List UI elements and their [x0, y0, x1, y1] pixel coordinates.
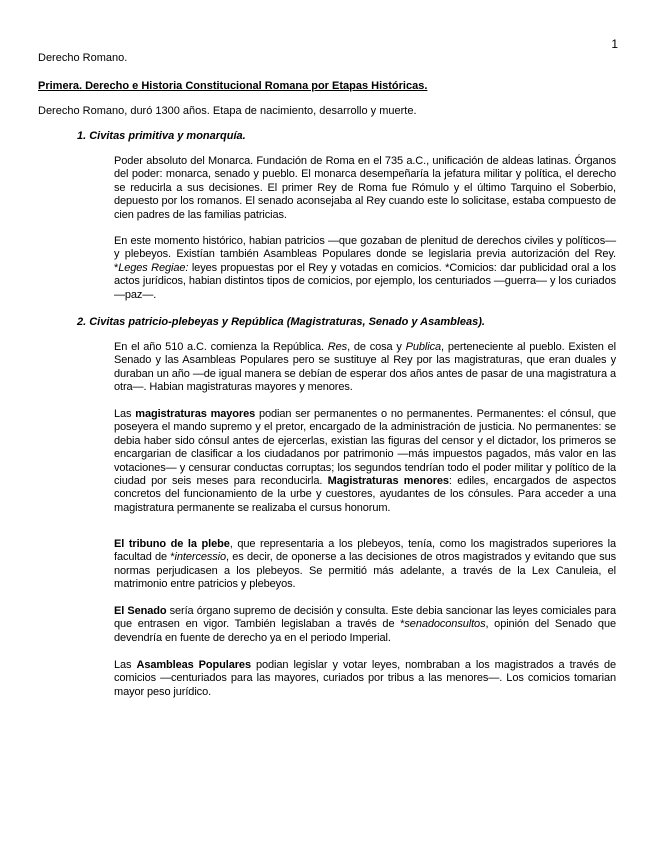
page-number: 1 [611, 37, 618, 51]
intro-paragraph: Derecho Romano, duró 1300 años. Etapa de nacimiento, desarrollo y muerte. [38, 105, 417, 117]
paragraph-monarchy-power: Poder absoluto del Monarca. Fundación de Roma en el 735 a.C., unificación de aldeas latinas. Órganos del poder: monarca, senado y pueblo. El monarca desempeñaría la jefatura militar y política, el derecho se reducirla a sus decisiones. El primer Rey de Roma fue Rómulo y el último Tarquino el Soberbio, depuesto por los romanos. El senado aconsejaba al Rey cuando este lo solicitase, estaba compuesto de cien padres de las familias patricias. [114, 155, 616, 221]
section-heading: Primera. Derecho e Historia Constitucional Romana por Etapas Históricas. [38, 80, 428, 92]
leges-regiae-term: Leges Regiae: [118, 261, 189, 274]
paragraph-senado: El Senado sería órgano supremo de decisión y consulta. Este debia sancionar las leyes comiciales para que entrasen en vigor. También legislaban a través de *senadoconsultos, opinión del Senado que devendría en fuente de derecho ya en el periodo Imperial. [114, 605, 617, 644]
paragraph-patricians: En este momento histórico, habian patricios —que gozaban de plenitud de derechos civiles y políticos— y plebeyos. Existían también Asambleas Populares donde se legislaria previa autorización del Rey. *Leges Regiae: leyes propuestas por el Rey y votadas en comicios. *Comicios: dar publicidad oral a los actos jurídicos, habian distintos tipos de comicios, por ejemplo, los centuriados —guerra— y los curiados —paz—. [114, 235, 616, 301]
paragraph-republic: En el año 510 a.C. comienza la República. Res, de cosa y Publica, perteneciente al pueblo. Existen el Senado y las Asambleas Populares pero se sustituye al Rey por las magistraturas, que eran duales y duraban un año —de igual manera se debían de esperar dos años antes de pasar de una magistratura a otra—. Habian magistraturas mayores y menores. [114, 341, 617, 394]
subsection-1-title: 1. Civitas primitiva y monarquía. [77, 130, 246, 142]
paragraph-tribuno: El tribuno de la plebe, que representaria a los plebeyos, tenía, como los magistrados superiores la facultad de *intercessio, es decir, de oponerse a las decisiones de otros magistrados y evitando que sus normas perjudicasen a los plebeyos. Se permitió más adelante, a través de la Lex Canuleia, el matrimonio entre patricios y plebeyos. [114, 538, 616, 591]
paragraph-magistraturas: Las magistraturas mayores podian ser permanentes o no permanentes. Permanentes: el cónsul, que poseyera el mando supremo y el pretor, encargado de la administración de justicia. No permanentes: se debia haber sido cónsul antes de ejercerlas, existian las figuras del censor y el dictador, los primeros se encargarian de clasificar a los ciudadanos por patrimonio —más impuestos pagados, más valor en las votaciones— y censurar conductas corruptas; los segundos tendrían todo el poder militar y político de la ciudad por seis meses para reconducirla. Magistraturas menores: ediles, encargados de aspectos concretos del funcionamiento de la urbe y cuestores, ayudantes de los cónsules. Para acceder a una magistratura permanente se realizaba el cursus honorum. [114, 408, 616, 514]
document-title: Derecho Romano. [38, 52, 128, 64]
subsection-2-title: 2. Civitas patricio-plebeyas y República (Magistraturas, Senado y Asambleas). [77, 316, 485, 328]
paragraph-asambleas: Las Asambleas Populares podian legislar y votar leyes, nombraban a los magistrados a través de comicios —centuriados para las mayores, curiados por tribus a las menores—. Los comicios tomarian mayor peso jurídico. [114, 659, 616, 698]
